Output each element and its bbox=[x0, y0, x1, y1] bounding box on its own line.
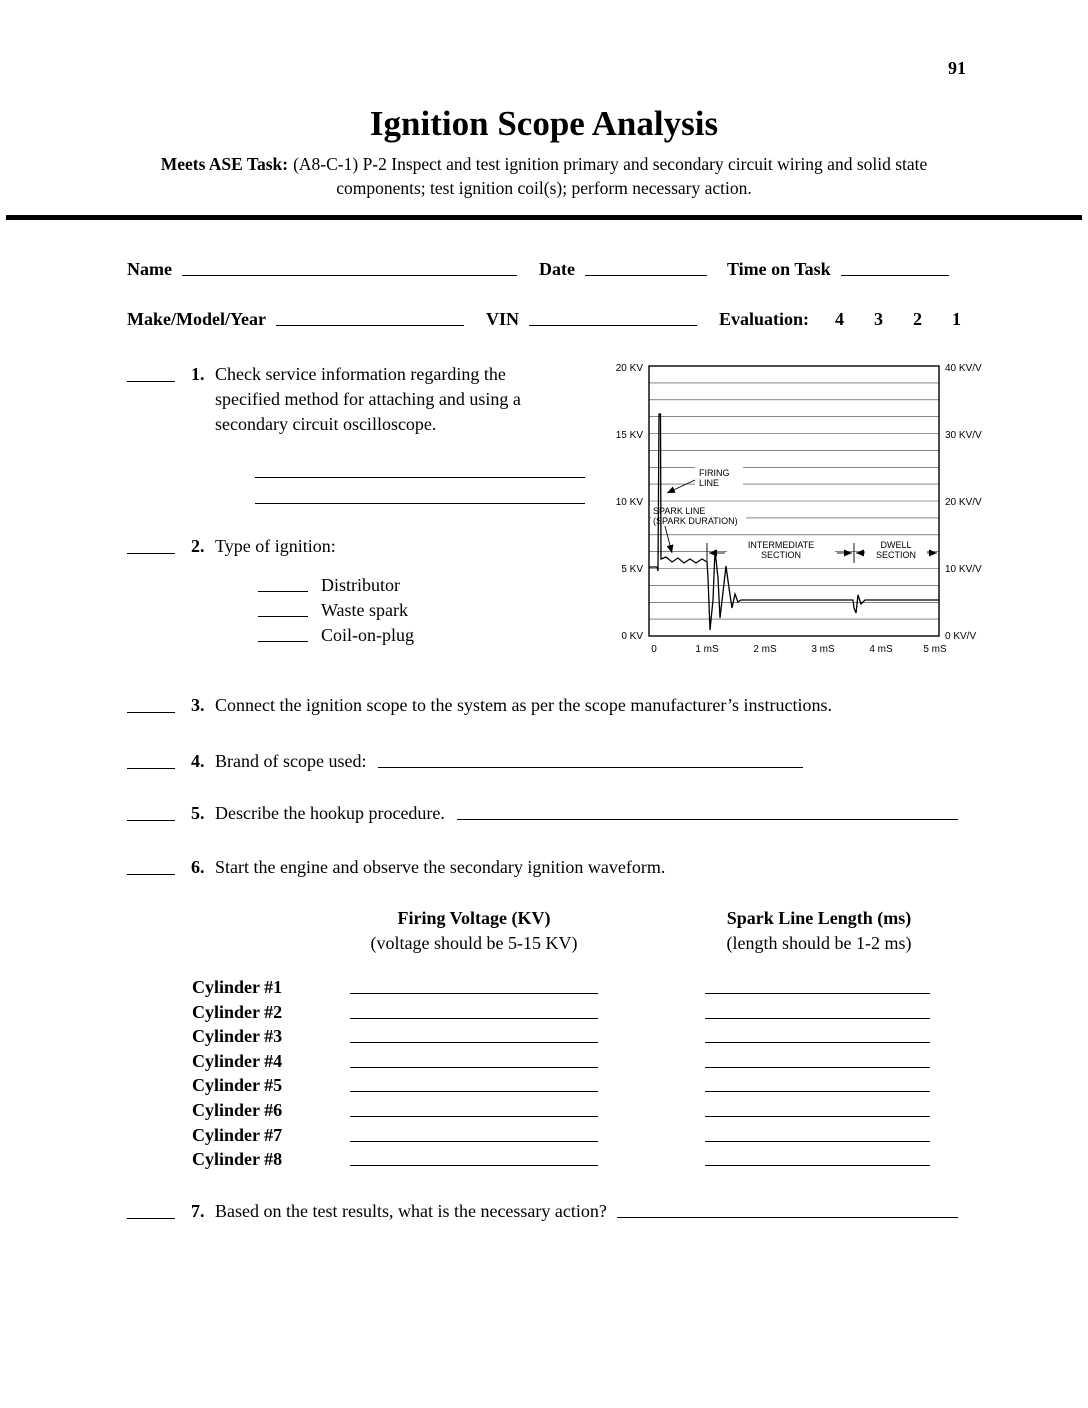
option-distributor-blank[interactable] bbox=[258, 573, 308, 592]
table-row bbox=[127, 1073, 1088, 1098]
cylinder-3-label: Cylinder #3 bbox=[192, 1026, 283, 1047]
x-tick-3ms: 3 mS bbox=[811, 644, 835, 655]
cylinder-2-sparkline-blank[interactable] bbox=[705, 1000, 930, 1019]
evaluation-score-3[interactable]: 3 bbox=[874, 309, 884, 329]
y-left-tick-15kv: 15 KV bbox=[615, 430, 643, 441]
evaluation-label: Evaluation: bbox=[718, 309, 810, 329]
cylinder-8-voltage-blank[interactable] bbox=[350, 1147, 598, 1166]
necessary-action-blank[interactable] bbox=[617, 1199, 958, 1218]
page-title: Ignition Scope Analysis bbox=[369, 104, 719, 143]
evaluation-score-2[interactable]: 2 bbox=[913, 309, 923, 329]
measurement-table-header bbox=[127, 906, 1088, 956]
firing-voltage-title: Firing Voltage (KV) bbox=[397, 908, 551, 928]
evaluation-score-1[interactable]: 1 bbox=[952, 309, 962, 329]
ase-task bbox=[130, 152, 958, 200]
make-model-year-blank[interactable] bbox=[276, 307, 464, 326]
item-1-answer-line-1[interactable] bbox=[255, 452, 585, 478]
ase-task-label: Meets ASE Task: bbox=[160, 154, 289, 174]
item-5-number: 5. bbox=[191, 803, 205, 823]
cylinder-8-sparkline-blank[interactable] bbox=[705, 1147, 930, 1166]
firing-line-label-2: LINE bbox=[699, 478, 720, 488]
cylinder-3-voltage-blank[interactable] bbox=[350, 1024, 598, 1043]
item-1 bbox=[127, 362, 597, 437]
x-tick-4ms: 4 mS bbox=[869, 644, 893, 655]
item-7-number: 7. bbox=[191, 1200, 205, 1221]
ignition-type-options bbox=[127, 573, 597, 648]
cylinder-3-sparkline-blank[interactable] bbox=[705, 1024, 930, 1043]
form-body bbox=[0, 257, 1088, 1224]
time-on-task-label: Time on Task bbox=[726, 259, 831, 279]
cylinder-6-sparkline-blank[interactable] bbox=[705, 1098, 930, 1117]
cylinder-6-voltage-blank[interactable] bbox=[350, 1098, 598, 1117]
y-right-tick-20: 20 KV/V bbox=[945, 497, 982, 508]
intermediate-section-label-2: SECTION bbox=[760, 550, 802, 560]
item-6-number: 6. bbox=[191, 857, 205, 877]
spark-line-length-title: Spark Line Length (ms) bbox=[726, 908, 912, 928]
item-5-text: Describe the hookup procedure. bbox=[215, 803, 445, 823]
option-waste-spark-blank[interactable] bbox=[258, 598, 308, 617]
item-4 bbox=[127, 749, 1088, 774]
y-left-tick-0kv: 0 KV bbox=[621, 631, 643, 642]
option-distributor bbox=[127, 573, 597, 598]
item-4-number: 4. bbox=[191, 751, 205, 771]
vin-blank[interactable] bbox=[529, 307, 697, 326]
cylinder-5-voltage-blank[interactable] bbox=[350, 1073, 598, 1092]
item-7-text: Based on the test results, what is the necessary action? bbox=[215, 1200, 607, 1221]
item-2-score-blank[interactable] bbox=[127, 534, 175, 554]
item-6-score-blank[interactable] bbox=[127, 855, 175, 875]
cylinder-1-sparkline-blank[interactable] bbox=[705, 975, 930, 994]
option-coil-on-plug-blank[interactable] bbox=[258, 623, 308, 642]
option-waste-spark bbox=[127, 598, 597, 623]
y-left-tick-10kv: 10 KV bbox=[615, 497, 643, 508]
cylinder-4-label: Cylinder #4 bbox=[192, 1050, 283, 1071]
item-1-score-blank[interactable] bbox=[127, 362, 175, 382]
x-tick-1ms: 1 mS bbox=[695, 644, 719, 655]
item-3-number: 3. bbox=[191, 695, 205, 715]
item-1-number: 1. bbox=[191, 364, 205, 384]
cylinder-2-label: Cylinder #2 bbox=[192, 1001, 283, 1022]
time-on-task-blank[interactable] bbox=[841, 257, 949, 276]
item-3-score-blank[interactable] bbox=[127, 693, 175, 713]
divider-rule bbox=[6, 215, 1082, 220]
cylinder-5-sparkline-blank[interactable] bbox=[705, 1073, 930, 1092]
item-6 bbox=[127, 855, 1088, 880]
table-row bbox=[127, 1024, 1088, 1049]
item-6-text: Start the engine and observe the secondary ignition waveform. bbox=[215, 857, 666, 877]
oscilloscope-diagram bbox=[601, 362, 993, 671]
item-7 bbox=[127, 1199, 1088, 1224]
cylinder-8-label: Cylinder #8 bbox=[192, 1149, 283, 1170]
table-row bbox=[127, 1147, 1088, 1172]
cylinder-4-voltage-blank[interactable] bbox=[350, 1049, 598, 1068]
items-column bbox=[127, 362, 597, 671]
option-distributor-label: Distributor bbox=[321, 575, 400, 595]
x-tick-0: 0 bbox=[651, 644, 657, 655]
table-row bbox=[127, 1098, 1088, 1123]
firing-voltage-subtitle: (voltage should be 5-15 KV) bbox=[370, 933, 578, 953]
date-blank[interactable] bbox=[585, 257, 707, 276]
item-1-answer-line-2[interactable] bbox=[255, 478, 585, 504]
page-number: 91 bbox=[948, 58, 966, 78]
item-3 bbox=[127, 693, 1088, 718]
table-row bbox=[127, 1049, 1088, 1074]
table-row bbox=[127, 1000, 1088, 1025]
dwell-section-label-2: SECTION bbox=[875, 550, 917, 560]
item-5 bbox=[127, 801, 1088, 826]
firing-voltage-header bbox=[350, 906, 598, 956]
dwell-section-label: DWELL bbox=[880, 540, 912, 550]
cylinder-5-label: Cylinder #5 bbox=[192, 1075, 283, 1096]
option-coil-on-plug-label: Coil-on-plug bbox=[321, 625, 414, 645]
table-row bbox=[127, 975, 1088, 1000]
y-right-tick-0: 0 KV/V bbox=[945, 631, 977, 642]
ase-task-text: (A8-C-1) P-2 Inspect and test ignition primary and secondary circuit wiring and solid state components; test ignition coil(s); perform necessary action. bbox=[293, 154, 928, 198]
cylinder-7-voltage-blank[interactable] bbox=[350, 1123, 598, 1142]
vin-label: VIN bbox=[485, 309, 519, 329]
spark-line-length-subtitle: (length should be 1-2 ms) bbox=[726, 933, 912, 953]
y-right-tick-40: 40 KV/V bbox=[945, 363, 982, 374]
cylinder-7-label: Cylinder #7 bbox=[192, 1124, 283, 1145]
item-2-number: 2. bbox=[191, 536, 205, 556]
item-5-score-blank[interactable] bbox=[127, 801, 175, 821]
cylinder-2-voltage-blank[interactable] bbox=[350, 1000, 598, 1019]
item-2-text: Type of ignition: bbox=[215, 536, 336, 556]
option-waste-spark-label: Waste spark bbox=[321, 600, 409, 620]
y-left-tick-5kv: 5 KV bbox=[621, 564, 643, 575]
x-tick-2ms: 2 mS bbox=[753, 644, 777, 655]
firing-line-label: FIRING bbox=[699, 468, 730, 478]
name-row bbox=[127, 257, 1088, 282]
vehicle-row bbox=[127, 307, 1088, 332]
name-blank[interactable] bbox=[182, 257, 517, 276]
item-4-score-blank[interactable] bbox=[127, 749, 175, 769]
make-model-year-label: Make/Model/Year bbox=[127, 309, 266, 329]
item-4-text: Brand of scope used: bbox=[215, 751, 367, 771]
item-7-score-blank[interactable] bbox=[127, 1199, 175, 1219]
evaluation-score-4[interactable]: 4 bbox=[835, 309, 845, 329]
cylinder-6-label: Cylinder #6 bbox=[192, 1099, 283, 1120]
y-right-tick-30: 30 KV/V bbox=[945, 430, 982, 441]
scope-gridlines bbox=[649, 383, 939, 619]
spark-line-length-header bbox=[705, 906, 933, 956]
hookup-procedure-blank[interactable] bbox=[457, 801, 958, 820]
name-label: Name bbox=[127, 259, 172, 279]
scope-brand-blank[interactable] bbox=[378, 749, 803, 768]
cylinder-4-sparkline-blank[interactable] bbox=[705, 1049, 930, 1068]
item-2 bbox=[127, 534, 597, 559]
cylinder-table bbox=[127, 975, 1088, 1172]
item-1-text: Check service information regarding the specified method for attaching and using a secondary circuit oscilloscope. bbox=[215, 364, 521, 434]
spark-line-label-2: (SPARK DURATION) bbox=[653, 516, 738, 526]
scope-waveform-svg bbox=[601, 362, 993, 664]
y-left-tick-20kv: 20 KV bbox=[615, 363, 643, 374]
cylinder-1-label: Cylinder #1 bbox=[192, 977, 283, 997]
option-coil-on-plug bbox=[127, 623, 597, 648]
cylinder-7-sparkline-blank[interactable] bbox=[705, 1123, 930, 1142]
cylinder-1-voltage-blank[interactable] bbox=[350, 975, 598, 994]
x-tick-5ms: 5 mS bbox=[923, 644, 947, 655]
spark-line-label: SPARK LINE bbox=[653, 506, 706, 516]
y-right-tick-10: 10 KV/V bbox=[945, 564, 982, 575]
item1-2-and-diagram bbox=[127, 362, 1088, 671]
table-row bbox=[127, 1123, 1088, 1148]
item-3-text: Connect the ignition scope to the system as per the scope manufacturer’s instructions. bbox=[215, 695, 833, 715]
intermediate-section-label: INTERMEDIATE bbox=[747, 540, 815, 550]
date-label: Date bbox=[538, 259, 575, 279]
